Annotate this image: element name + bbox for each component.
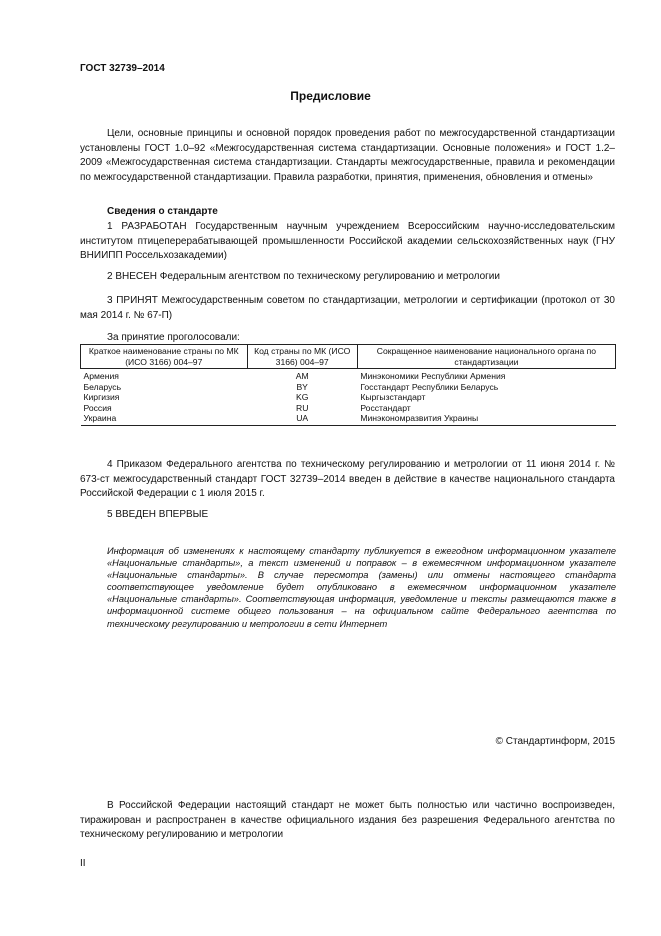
cell-country: Беларусь: [83, 381, 122, 392]
document-code: ГОСТ 32739–2014: [80, 63, 165, 74]
cell-body: Минэкономразвития Украины: [357, 413, 615, 425]
cell-country: Киргизия: [83, 392, 120, 402]
info-notice: Информация об изменениях к настоящему стандарту публикуется в ежегодном информационном указателе «Национальные стандарты», а текст изменений и поправок – в ежемесячном информационном указателе «Национальные стандарты». В случае пересмотра (замены) или отмены настоящего стандарта соответствующее уведомление будет опубликовано в ежемесячном информационном указателе «Национальные стандарты». Соответствующая информация, уведомление и тексты размещаются также в информационной системе общего пользования – на официальном сайте Федерального агентства по техническому регулированию и метрологии в сети Интернет: [107, 546, 616, 629]
item-4-order: 4 Приказом Федерального агентства по техническому регулированию и метрологии от 11 июня 2014 г. № 673-ст межгосударственный стандарт ГОСТ 32739–2014 введен в действие в качестве национального стандарта Российской Федерации с 1 июля 2015 г.: [80, 459, 615, 500]
table-row: [81, 369, 616, 382]
table-row: [81, 403, 616, 414]
table-header-row: [81, 345, 616, 369]
vote-label: За принятие проголосовали:: [107, 332, 240, 343]
cell-body: Госстандарт Республики Беларусь: [360, 381, 499, 392]
cell-country: Украина: [81, 413, 248, 425]
cell-country: Россия: [83, 402, 112, 413]
page-title: Предисловие: [290, 89, 371, 103]
cell-code: UA: [247, 413, 357, 425]
column-header-code: Код страны по МК (ИСО 3166) 004–97: [247, 345, 357, 369]
page-number: II: [80, 858, 86, 869]
cell-code: RU: [295, 402, 309, 413]
cell-code: AM: [295, 371, 309, 381]
info-heading: Сведения о стандарте: [107, 206, 218, 217]
item-1-developed: 1 РАЗРАБОТАН Государственным научным учреждением Всероссийским научно-исследовательским институтом птицеперерабатывающей промышленности Российской академии сельскохозяйственных наук (ГНУ ВНИИПП Россельхозакадемии): [80, 221, 615, 262]
copyright: © Стандартинформ, 2015: [495, 736, 615, 747]
cell-body: Росстандарт: [360, 402, 411, 413]
item-3-adopted: 3 ПРИНЯТ Межгосударственным советом по стандартизации, метрологии и сертификации (протокол от 30 мая 2014 г. № 67-П): [80, 295, 615, 321]
cell-body: Минэкономики Республики Армения: [360, 371, 506, 381]
item-2-introduced: 2 ВНЕСЕН Федеральным агентством по техническому регулированию и метрологии: [107, 271, 500, 282]
cell-country: Армения: [83, 371, 119, 381]
table-row: [81, 382, 616, 393]
table-row: [81, 392, 616, 403]
intro-paragraph: Цели, основные принципы и основной порядок проведения работ по межгосударственной стандартизации установлены ГОСТ 1.0–92 «Межгосударственная система стандартизации. Основные положения» и ГОСТ 1.2–2009 «Межгосударственная система стандартизации. Стандарты межгосударственные, правила и рекомендации по межгосударственной стандартизации. Правила разработки, принятия, применения, обновления и отмены»: [80, 128, 615, 183]
cell-code: BY: [296, 381, 308, 392]
table-row: [81, 413, 616, 425]
cell-body: Кыргызстандарт: [360, 392, 426, 402]
item-5-first-introduced: 5 ВВЕДЕН ВПЕРВЫЕ: [107, 509, 209, 520]
cell-code: KG: [295, 392, 309, 402]
column-header-body: Сокращенное наименование национального органа по стандартизации: [357, 345, 615, 369]
column-header-country: Краткое наименование страны по МК (ИСО 3166) 004–97: [81, 345, 248, 369]
reproduction-notice: В Российской Федерации настоящий стандарт не может быть полностью или частично воспроизведен, тиражирован и распространен в качестве официального издания без разрешения Федерального агентства по техническому регулированию и метрологии: [80, 800, 615, 841]
voting-table: [80, 344, 616, 426]
